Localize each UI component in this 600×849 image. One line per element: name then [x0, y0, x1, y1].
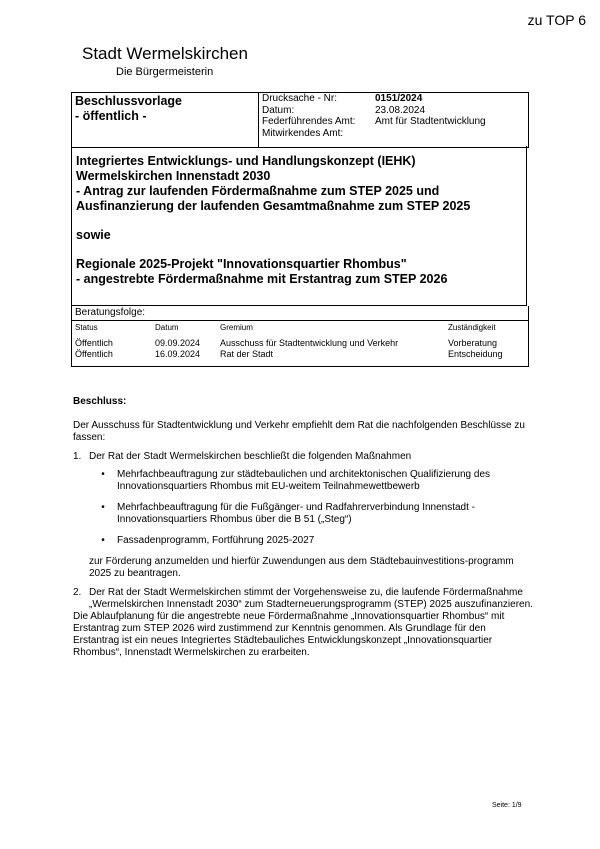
meta-value: 23.08.2024: [375, 104, 426, 116]
bullet-text: Fassadenprogramm, Fortführung 2025-2027: [117, 535, 315, 546]
table-row: [72, 349, 528, 360]
list-text: Der Rat der Stadt Wermelskirchen stimmt der Vorgehensweise zu, die laufende Fördermaßnahme „Wermelskirchen Innenstadt 2030“ zum Stadterneuerungsprogramm (STEP) 2025 auszufinanzieren.: [89, 587, 533, 610]
subject-line: - angestrebte Fördermaßnahme mit Erstantrag zum STEP 2026: [76, 272, 448, 286]
subject-box: [71, 146, 527, 306]
beschluss-heading: Beschluss:: [73, 396, 127, 407]
list-followup: zur Förderung anzumelden und hierfür Zuwendungen aus dem Städtebauinvestitions-programm 2025 zu beantragen.: [89, 556, 514, 579]
row-status: Öffentlich: [75, 349, 113, 359]
bullet-icon: •: [101, 469, 105, 480]
meta-key: Federführendes Amt:: [262, 116, 356, 127]
top-reference: zu TOP 6: [527, 12, 586, 28]
meta-key: Mitwirkendes Amt:: [262, 127, 344, 139]
bullet-list: [89, 469, 533, 547]
header-gremium: Gremium: [220, 323, 253, 332]
beratungsfolge-table: [71, 306, 529, 367]
header-zustaendigkeit: Zuständigkeit: [448, 323, 496, 332]
beschluss-intro: Der Ausschuss für Stadtentwicklung und Verkehr empfiehlt dem Rat die nachfolgenden Beschlüsse zu fassen:: [73, 420, 525, 443]
list-text: Der Rat der Stadt Wermelskirchen beschließt die folgenden Maßnahmen: [89, 451, 412, 462]
meta-row-drucksache: [262, 93, 525, 105]
bullet-text: Mehrfachbeauftragung für die Fußgänger- und Radfahrerverbindung Innenstadt - Innovationsquartiers Rhombus über die B 51 („Steg“): [117, 502, 476, 525]
doc-type-cell: [72, 93, 259, 147]
list-item: [73, 587, 533, 611]
row-datum: 09.09.2024: [155, 338, 201, 348]
meta-value: 0151/2024: [375, 93, 423, 104]
list-number: 1.: [73, 451, 82, 462]
table-header: [72, 321, 528, 335]
subject-line: - Antrag zur laufenden Fördermaßnahme zum STEP 2025 und: [76, 184, 440, 198]
row-status: Öffentlich: [75, 338, 113, 348]
list-number: 2.: [73, 587, 82, 598]
header-status: Status: [75, 323, 98, 332]
meta-value: Amt für Stadtentwicklung: [375, 116, 486, 127]
meta-row-datum: [262, 105, 525, 117]
list-item: [73, 451, 533, 580]
beschluss-final: Die Ablaufplanung für die angestrebte neue Fördermaßnahme „Innovationsquartier Rhombus“ mit Erstantrag zum STEP 2026 wird zustimmend zur Kenntnis genommen. Als Grundlage für den Erstantrag ist ein neues Integriertes Städtebauliches Entwicklungskonzept „Innovationsquartier Rhombus“, Innenstadt Wermelskirchen zu erarbeiten.: [73, 611, 505, 658]
header-datum: Datum: [155, 323, 179, 332]
meta-key: Drucksache - Nr:: [262, 93, 338, 104]
bullet-icon: •: [101, 535, 105, 546]
organization-sub: Die Bürgermeisterin: [116, 66, 214, 78]
row-zustaendigkeit: Entscheidung: [448, 349, 503, 359]
meta-cell: [259, 93, 528, 147]
row-zustaendigkeit: Vorberatung: [448, 338, 498, 348]
subject-line: Ausfinanzierung der laufenden Gesamtmaßnahme zum STEP 2025: [76, 199, 471, 213]
organization-name: Stadt Wermelskirchen: [82, 44, 248, 63]
doc-visibility: - öffentlich -: [75, 109, 147, 123]
subject-line: Integriertes Entwicklungs- und Handlungskonzept (IEHK): [76, 154, 416, 168]
subject-line: Wermelskirchen Innenstadt 2030: [76, 169, 271, 183]
bullet-item: [89, 469, 533, 493]
subject-sowie: sowie: [76, 228, 111, 242]
beratungsfolge-title: Beratungsfolge:: [72, 306, 528, 321]
table-row: [72, 338, 528, 349]
bullet-text: Mehrfachbeauftragung zur städtebaulichen und architektonischen Qualifizierung des Innovationsquartiers Rhombus mit EU-weitem Teilnahmewettbewerb: [117, 469, 491, 492]
header-box: [71, 92, 529, 148]
beschluss-section: [73, 396, 533, 659]
bullet-item: [89, 535, 533, 547]
page-number: Seite: 1/9: [492, 802, 522, 809]
row-datum: 16.09.2024: [155, 349, 201, 359]
meta-key: Datum:: [262, 104, 295, 116]
meta-row-mitwirkend: [262, 128, 525, 140]
subject-line: Regionale 2025-Projekt "Innovationsquartier Rhombus": [76, 257, 407, 271]
meta-row-federfuehrend: [262, 116, 525, 128]
row-gremium: Rat der Stadt: [220, 349, 274, 359]
doc-type: Beschlussvorlage: [75, 94, 182, 108]
bullet-icon: •: [101, 502, 105, 513]
row-gremium: Ausschuss für Stadtentwicklung und Verkehr: [220, 338, 399, 348]
bullet-item: [89, 502, 533, 526]
